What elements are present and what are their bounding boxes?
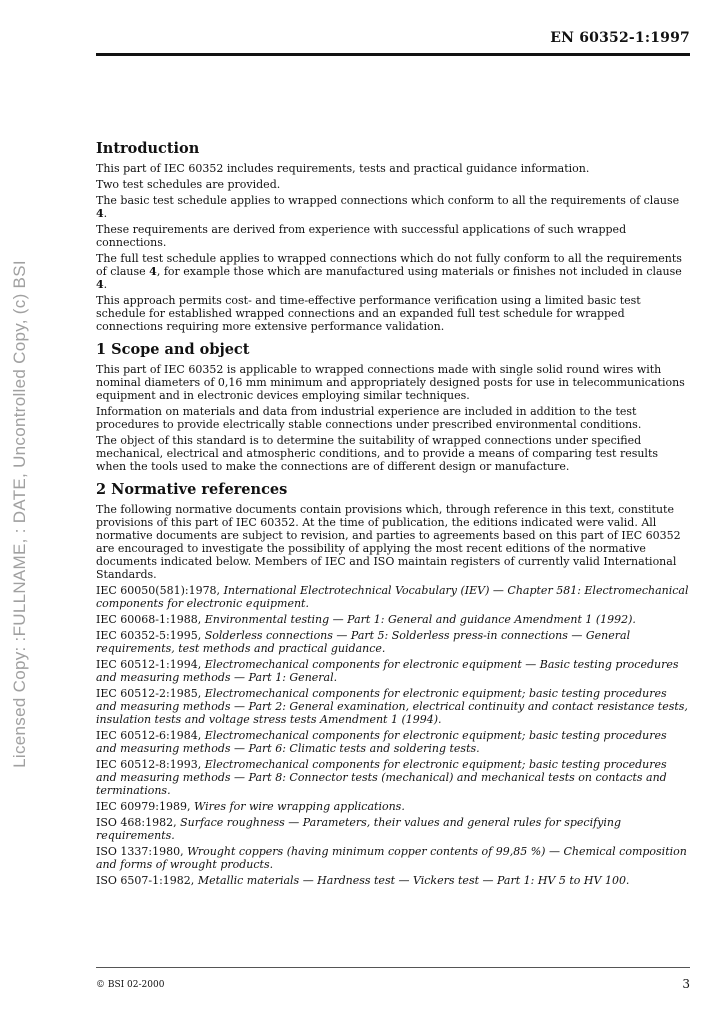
scope-paragraph: This part of IEC 60352 is applicable to wrapped connections made with single solid round wires with nominal diameters of 0,16 mm minimum and appropriately designed posts for use in telecommunications equipment and in electronic devices employing similar techniques. xyxy=(96,363,685,402)
introduction-heading: Introduction xyxy=(96,140,200,157)
scope-paragraph: Information on materials and data from industrial experience are included in addition to the test procedures to provide electrically stable connections under prescribed environmental conditions. xyxy=(96,405,642,431)
references-intro: The following normative documents contain provisions which, through reference in this text, constitute provisions of this part of IEC 60352. At the time of publication, the editions indicated were valid. All normative documents are subject to revision, and parties to agreements based on this part of IEC 60352 are encouraged to investigate the possibility of applying the most recent editions of the normative documents indicated below. Members of IEC and ISO maintain registers of currently valid International Standards. xyxy=(96,503,681,581)
reference-item: IEC 60512-6:1984, Electromechanical components for electronic equipment; basic testing procedures and measuring methods — Part 6: Climatic tests and soldering tests. xyxy=(96,729,667,755)
scope-heading: 1 Scope and object xyxy=(96,341,250,358)
reference-item: IEC 60512-2:1985, Electromechanical components for electronic equipment; basic testing procedures and measuring methods — Part 2: General examination, electrical continuity and contact resistance tests, insulation tests and voltage stress tests Amendment 1 (1994). xyxy=(96,687,688,726)
reference-item: IEC 60979:1989, Wires for wire wrapping applications. xyxy=(96,800,405,813)
copyright-notice: © BSI 02-2000 xyxy=(96,980,165,990)
reference-item: IEC 60068-1:1988, Environmental testing — Part 1: General and guidance Amendment 1 (1992). xyxy=(96,613,636,626)
intro-paragraph: This approach permits cost- and time-effective performance verification using a limited basic test schedule for established wrapped connections and an expanded full test schedule for wrapped connections requiring more extensive performance validation. xyxy=(96,294,641,333)
clause-ref: 4 xyxy=(96,278,104,291)
intro-paragraph: This part of IEC 60352 includes requirements, tests and practical guidance information. xyxy=(96,162,590,175)
page-body xyxy=(96,140,690,895)
reference-item: IEC 60512-1:1994, Electromechanical components for electronic equipment — Basic testing procedures and measuring methods — Part 1: General. xyxy=(96,658,679,684)
basic-schedule-paragraph: The basic test schedule applies to wrapped connections which conform to all the requirements of clause 4. xyxy=(96,194,680,220)
intro-paragraph: Two test schedules are provided. xyxy=(96,178,281,191)
scope-paragraph: The object of this standard is to determine the suitability of wrapped connections under specified mechanical, electrical and atmospheric conditions, and to provide a means of comparing test results when the tools used to make the connections are of different design or manufacture. xyxy=(96,434,659,473)
reference-item: ISO 6507-1:1982, Metallic materials — Hardness test — Vickers test — Part 1: HV 5 to HV 100. xyxy=(96,874,630,887)
page-number: 3 xyxy=(682,977,690,991)
reference-item: ISO 1337:1980, Wrought coppers (having minimum copper contents of 99,85 %) — Chemical composition and forms of wrought products. xyxy=(96,845,687,871)
references-heading: 2 Normative references xyxy=(96,481,288,498)
footer-rule xyxy=(96,967,690,968)
clause-ref: 4 xyxy=(96,207,104,220)
reference-item: IEC 60352-5:1995, Solderless connections — Part 5: Solderless press-in connections — General requirements, test methods and practical guidance. xyxy=(96,629,631,655)
references-section xyxy=(96,481,690,887)
license-watermark: Licensed Copy: :FULLNAME, : DATE, Uncontrolled Copy, (c) BSI xyxy=(10,260,29,768)
header-rule xyxy=(96,53,690,56)
reference-item: IEC 60512-8:1993, Electromechanical components for electronic equipment; basic testing procedures and measuring methods — Part 8: Connector tests (mechanical) and mechanical tests on contacts and terminations. xyxy=(96,758,667,797)
intro-paragraph: These requirements are derived from experience with successful applications of such wrapped connections. xyxy=(96,223,627,249)
introduction-section xyxy=(96,140,690,333)
full-schedule-paragraph: The full test schedule applies to wrapped connections which do not fully conform to all the requirements of clause 4, for example those which are manufactured using materials or finishes not included in clause 4. xyxy=(96,252,682,291)
reference-item: IEC 60050(581):1978, International Electrotechnical Vocabulary (IEV) — Chapter 581: Electromechanical components for electronic equipment. xyxy=(96,584,689,610)
clause-ref: 4 xyxy=(149,265,157,278)
scope-section xyxy=(96,341,690,473)
reference-item: ISO 468:1982, Surface roughness — Parameters, their values and general rules for specifying requirements. xyxy=(96,816,622,842)
standard-number: EN 60352-1:1997 xyxy=(550,30,690,46)
